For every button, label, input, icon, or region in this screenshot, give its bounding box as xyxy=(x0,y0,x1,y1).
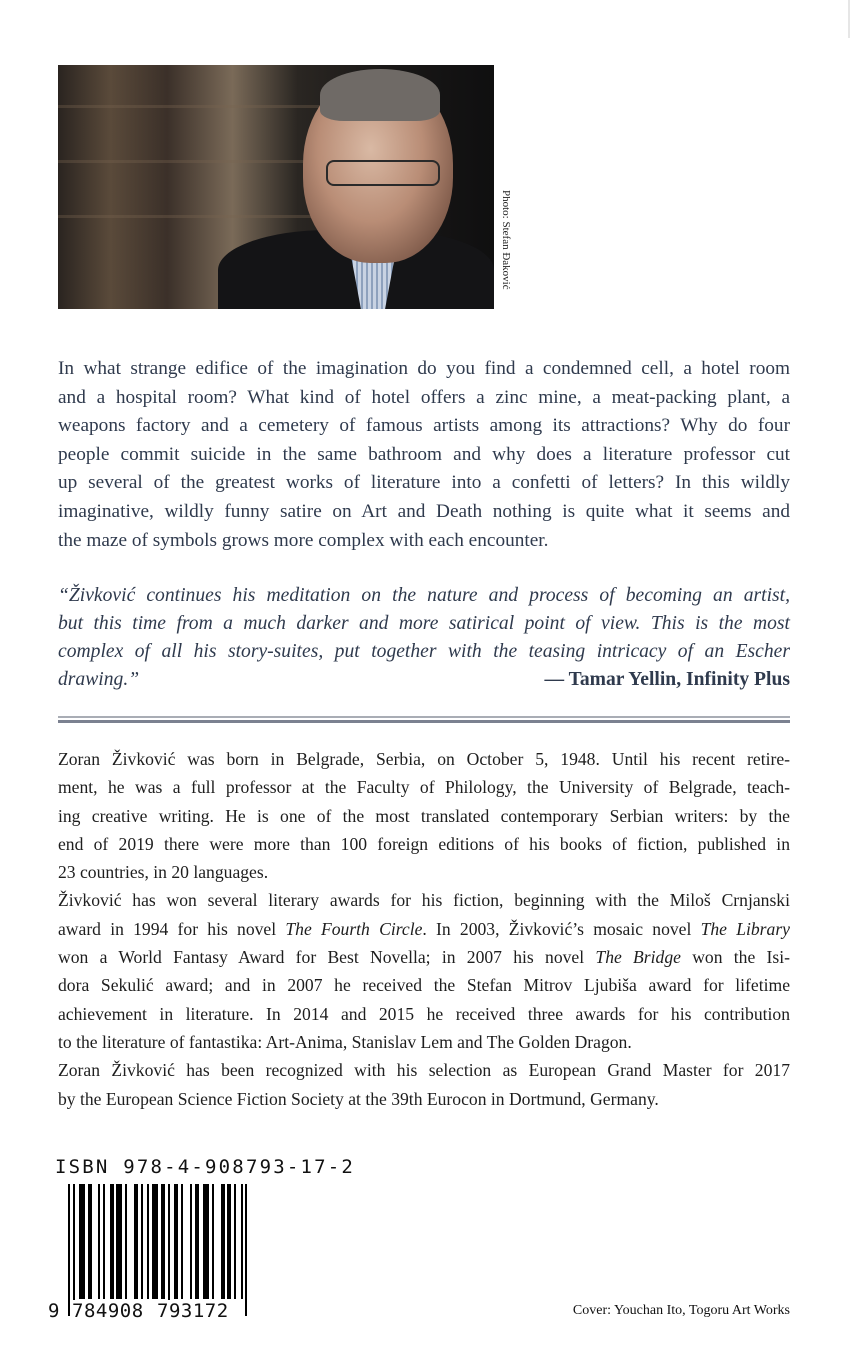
barcode-bar xyxy=(134,1184,138,1299)
photo-credit-text: Photo: Stefan Đaković xyxy=(500,190,512,290)
text-segment: and a hospital room? What kind of hotel offers a zinc mine, a meat-packing plant, a xyxy=(58,386,790,408)
barcode-bar xyxy=(161,1184,165,1299)
bio-line xyxy=(58,1056,790,1084)
text-segment: to the literature of fantastika: Art-Anima, Stanislav Lem and The Golden Dragon. xyxy=(58,1031,632,1052)
text-segment: end of 2019 there were more than 100 foreign editions of his books of fiction, published in xyxy=(58,833,790,854)
barcode-bar xyxy=(125,1184,127,1299)
divider xyxy=(58,716,790,718)
blurb-line xyxy=(58,355,790,384)
text-segment: . In 2003, Živković’s mosaic novel xyxy=(422,918,701,939)
bio-line xyxy=(58,830,790,858)
quote-line: drawing.” xyxy=(58,669,140,690)
barcode-bar xyxy=(234,1184,236,1299)
barcode-bar xyxy=(116,1184,122,1299)
shelf xyxy=(58,215,320,218)
barcode-bar xyxy=(241,1184,243,1299)
barcode-bar xyxy=(174,1184,178,1299)
barcode-bar xyxy=(147,1184,149,1299)
text-segment: the maze of symbols grows more complex with each encounter. xyxy=(58,529,549,551)
bio-line xyxy=(58,773,790,801)
bio-line xyxy=(58,915,790,943)
barcode-bar xyxy=(141,1184,143,1299)
author-photo xyxy=(58,65,494,309)
blurb-line xyxy=(58,412,790,441)
blurb-line xyxy=(58,384,790,413)
glasses xyxy=(326,160,440,186)
bio-line xyxy=(58,943,790,971)
text-segment: Zoran Živković was born in Belgrade, Serbia, on October 5, 1948. Until his recent retire- xyxy=(58,749,790,769)
book-title: The Library xyxy=(700,918,790,939)
text-segment: dora Sekulić award; and in 2007 he received the Stefan Mitrov Ljubiša award for lifetime xyxy=(58,975,790,996)
barcode-bar xyxy=(68,1184,70,1316)
blurb-line xyxy=(58,498,790,527)
barcode-bar xyxy=(245,1184,247,1316)
barcode-bar xyxy=(212,1184,214,1299)
barcode-bar xyxy=(221,1184,225,1299)
blurb xyxy=(58,355,790,555)
barcode-bar xyxy=(98,1184,100,1299)
author-bio xyxy=(58,745,790,1113)
barcode-bar xyxy=(110,1184,114,1299)
bio-line xyxy=(58,971,790,999)
barcode-bar xyxy=(168,1184,170,1316)
bio-line xyxy=(58,1028,790,1056)
text-segment: up several of the greatest works of literature into a confetti of letters? In this wildly xyxy=(58,472,790,494)
text-segment: achievement in literature. In 2014 and 2015 he received three awards for his contribution xyxy=(58,1003,790,1024)
text-segment: ing creative writing. He is one of the most translated contemporary Serbian writers: by the xyxy=(58,805,790,826)
barcode-bar xyxy=(190,1184,192,1299)
barcode-digit-first: 9 xyxy=(48,1300,60,1322)
text-segment: imaginative, wildly funny satire on Art and Death nothing is quite what it seems and xyxy=(58,500,790,522)
blurb-line xyxy=(58,469,790,498)
text-segment: award in 1994 for his novel xyxy=(58,918,286,939)
quote-line: but this time from a much darker and more satirical point of view. This is the most xyxy=(58,613,790,634)
bio-line xyxy=(58,1000,790,1028)
barcode-digits-right: 793172 xyxy=(157,1300,229,1322)
quote-line: complex of all his story-suites, put together with the teasing intricacy of an Escher xyxy=(58,641,790,662)
bio-line xyxy=(58,802,790,830)
barcode-digits-left: 784908 xyxy=(72,1300,144,1322)
text-segment: people commit suicide in the same bathroom and why does a literature professor cut xyxy=(58,443,790,465)
text-segment: Živković has won several literary awards for his fiction, beginning with the Miloš Crnjanski xyxy=(58,890,790,911)
barcode-bar xyxy=(227,1184,231,1299)
book-title: The Bridge xyxy=(595,947,681,968)
blurb-line xyxy=(58,527,790,556)
blurb-line xyxy=(58,441,790,470)
barcode-bar xyxy=(152,1184,158,1299)
text-segment: won a World Fantasy Award for Best Novella; in 2007 his novel xyxy=(58,947,596,968)
quote-last-line xyxy=(58,666,790,694)
barcode-bar xyxy=(79,1184,85,1299)
quote-line: “Živković continues his meditation on the nature and process of becoming an artist, xyxy=(58,585,790,606)
quote-attribution: — Tamar Yellin, Infinity Plus xyxy=(544,669,790,690)
cover-credit: Cover: Youchan Ito, Togoru Art Works xyxy=(572,1303,790,1318)
barcode-bar xyxy=(203,1184,209,1299)
barcode-bar xyxy=(103,1184,105,1299)
shelf xyxy=(58,160,320,163)
shelf xyxy=(58,105,320,108)
photo-credit xyxy=(498,190,516,315)
bio-line xyxy=(58,858,790,886)
book-title: The Fourth Circle xyxy=(285,918,423,939)
text-segment: ment, he was a full professor at the Faculty of Philology, the University of Belgrade, teach- xyxy=(58,777,790,798)
text-segment: In what strange edifice of the imagination do you find a condemned cell, a hotel room xyxy=(58,358,790,379)
text-segment: Zoran Živković has been recognized with his selection as European Grand Master for 2017 xyxy=(58,1060,790,1081)
text-segment: weapons factory and a cemetery of famous artists among its attractions? Why do four xyxy=(58,415,790,437)
text-segment: 23 countries, in 20 languages. xyxy=(58,862,269,883)
text-segment: by the European Science Fiction Society at the 39th Eurocon in Dortmund, Germany. xyxy=(58,1088,659,1109)
barcode xyxy=(66,1184,241,1316)
barcode-bar xyxy=(88,1184,92,1299)
bio-line xyxy=(58,745,790,773)
review-quote xyxy=(58,582,790,694)
bio-line xyxy=(58,1085,790,1113)
barcode-bar xyxy=(181,1184,183,1299)
barcode-bar xyxy=(73,1184,75,1316)
isbn-label: ISBN 978-4-908793-17-2 xyxy=(55,1156,356,1178)
bio-line xyxy=(58,886,790,914)
author-hair xyxy=(320,69,440,121)
barcode-bar xyxy=(195,1184,199,1299)
divider xyxy=(58,720,790,723)
text-segment: won the Isi- xyxy=(680,947,790,968)
